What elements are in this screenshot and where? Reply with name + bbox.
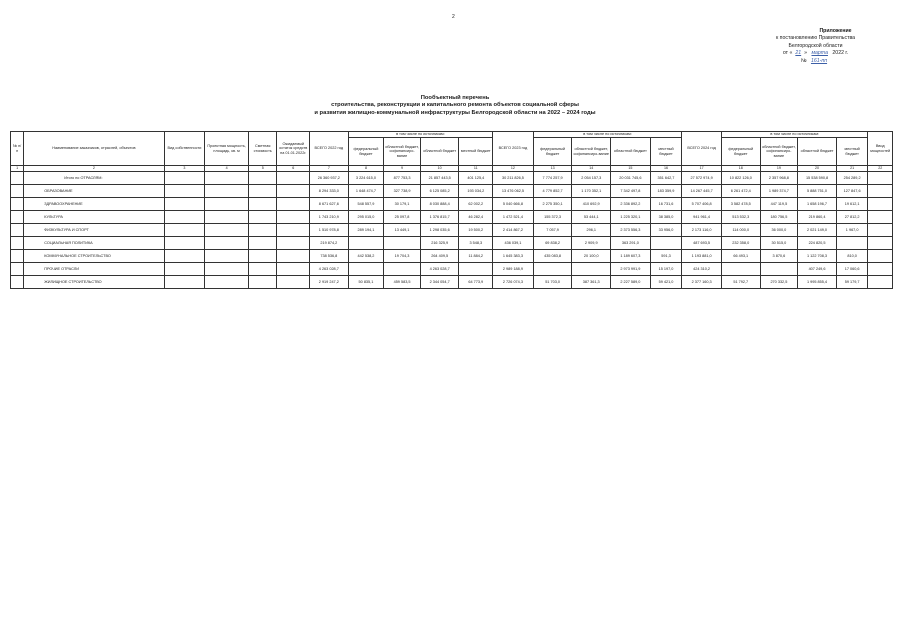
table-cell: 1 170 352,1 [572,185,611,198]
header-regional-cofin-2022: областной бюджет, софинансиро-вание [384,138,421,166]
row-number-cell [11,237,24,250]
table-cell: 1 658 196,7 [798,198,837,211]
column-number: 3 [164,166,205,172]
table-row [11,185,893,198]
table-cell: 2 973 991,9 [611,263,651,276]
table-cell: 30 515,0 [760,237,798,250]
table-cell: 16 731,6 [650,198,682,211]
table-cell: 487 693,5 [682,237,722,250]
header-federal-2023: федеральный бюджет [533,138,572,166]
table-cell [248,237,276,250]
column-number: 21 [836,166,868,172]
table-cell: 2 373 556,3 [611,224,651,237]
table-cell: 442 538,2 [348,250,384,263]
column-number: 20 [798,166,837,172]
table-cell: 2 173 116,0 [682,224,722,237]
table-cell: 224 820,5 [798,237,837,250]
table-cell [277,237,310,250]
header-regional-2023: областной бюджет [611,138,651,166]
table-cell: 5 040 666,8 [493,198,534,211]
appendix-label: Приложение [819,28,852,34]
header-sources-2022: в том числе по источникам: [348,132,492,138]
number-prefix: № [800,57,807,64]
table-cell: 4 779 852,7 [533,185,572,198]
table-cell: 2 021 149,0 [798,224,837,237]
header-total-2024: ВСЕГО 2024 год [682,132,722,166]
column-number: 4 [205,166,249,172]
appendix-date [748,50,883,57]
row-number-cell [11,224,24,237]
table-cell: 1 298 035,6 [420,224,459,237]
header-total-2023: ВСЕГО 2023 год [493,132,534,166]
table-cell: 232 358,0 [721,237,760,250]
table-cell [868,211,893,224]
table-cell: 33 956,0 [650,224,682,237]
table-cell: 1 225 320,1 [611,211,651,224]
table-cell: 8 294 333,0 [310,185,349,198]
header-num: № п/п [11,132,24,166]
column-number: 15 [611,166,651,172]
row-name: ОБРАЗОВАНИЕ [24,185,164,198]
decree-number: 161-пп [810,57,828,64]
table-cell: 2 989 188,9 [493,263,534,276]
table-cell [164,276,205,289]
table-cell: 2 275 350,1 [533,198,572,211]
table-cell [205,172,249,185]
table-cell: 410 692,9 [572,198,611,211]
column-number: 22 [868,166,893,172]
table-cell: 180 756,5 [760,211,798,224]
appendix-region: Белгородской области [788,42,843,49]
header-estimate: Сметная стоимость [248,132,276,166]
row-number-cell [11,263,24,276]
table-cell: 1 648 474,7 [348,185,384,198]
column-number: 9 [384,166,421,172]
table-cell [836,237,868,250]
header-total-2022: ВСЕГО 2022 год [310,132,349,166]
column-number: 18 [721,166,760,172]
table-cell [248,224,276,237]
column-number: 8 [348,166,384,172]
table-cell: 13 476 062,5 [493,185,534,198]
table-cell [248,185,276,198]
header-sources-2023: в том числе по источникам: [533,132,682,138]
table-cell [164,263,205,276]
row-name: ПРОЧИЕ ОТРАСЛИ [24,263,164,276]
table-cell [277,185,310,198]
column-number: 19 [760,166,798,172]
table-cell: 6 261 472,4 [721,185,760,198]
table-cell [248,250,276,263]
header-local-2024: местный бюджет [836,138,868,166]
table-cell [277,250,310,263]
table-cell [205,250,249,263]
table-cell: 1 989 374,7 [760,185,798,198]
table-cell [760,263,798,276]
table-cell [721,263,760,276]
table-cell: 2 227 589,0 [611,276,651,289]
table-cell: 50 835,1 [348,276,384,289]
row-name: СОЦИАЛЬНАЯ ПОЛИТИКА [24,237,164,250]
header-sources-2024: в том числе по источникам: [721,132,867,138]
table-cell: 15 197,0 [650,263,682,276]
table-cell: 21 857 443,5 [420,172,459,185]
column-number: 17 [682,166,722,172]
table-cell: 20 031 745,6 [611,172,651,185]
table-cell: 289 194,1 [348,224,384,237]
table-row [11,276,893,289]
table-cell: 1 193 881,0 [682,250,722,263]
title-line-1: Пообъектный перечень [420,95,490,101]
table-cell [868,250,893,263]
table-cell: 2 909,9 [572,237,611,250]
table-cell: 810,0 [836,250,868,263]
table-cell: 2 336 892,2 [611,198,651,211]
table-cell: 1 376 815,7 [420,211,459,224]
table-cell [868,237,893,250]
table-cell: 3 224 615,0 [348,172,384,185]
header-federal-2022: федеральный бюджет [348,138,384,166]
table-cell: 264 409,5 [420,250,459,263]
table-cell [384,237,421,250]
table-cell: 5 888 751,0 [798,185,837,198]
table-cell [533,263,572,276]
table-cell: 19 500,2 [459,224,493,237]
appendix-block [748,28,883,65]
table-cell [650,237,682,250]
header-capacity: Проектная мощность, площадь, кв. м [205,132,249,166]
table-cell: 13 449,1 [384,224,421,237]
table-cell: 1 645 383,3 [493,250,534,263]
objects-table [10,131,893,289]
table-cell: 127 847,6 [836,185,868,198]
table-cell [164,250,205,263]
table-cell [277,224,310,237]
table-cell [277,198,310,211]
date-month: марта [811,50,828,57]
table-cell: 64 773,9 [459,276,493,289]
row-name: КУЛЬТУРА [24,211,164,224]
table-cell [248,198,276,211]
table-cell [205,224,249,237]
table-cell [205,276,249,289]
table-cell: 7 774 257,9 [533,172,572,185]
column-number: 1 [11,166,24,172]
date-year: 2022 г. [832,50,849,57]
table-cell: 51 703,0 [533,276,572,289]
column-number: 6 [277,166,310,172]
table-cell [277,211,310,224]
table-cell: 3 870,6 [760,250,798,263]
row-number-cell [11,185,24,198]
table-cell: 27 572 974,9 [682,172,722,185]
table-cell [205,237,249,250]
table-cell: 25 097,8 [384,211,421,224]
header-name: Наименование заказчиков, отраслей, объектов [24,132,164,166]
date-mid: » [804,50,808,57]
table-cell: 216 325,9 [420,237,459,250]
column-number: 12 [493,166,534,172]
table-cell [459,263,493,276]
table-body [11,172,893,289]
row-name: Итого по ОТРАСЛЯМ: [24,172,164,185]
column-number: 14 [572,166,611,172]
table-cell: 8 671 627,6 [310,198,349,211]
header-capacity-input: Ввод мощностей [868,132,893,166]
table-cell: 20 100,0 [572,250,611,263]
table-cell: 14 267 445,7 [682,185,722,198]
table-cell: 436 039,1 [493,237,534,250]
table-cell: 4 263 028,7 [310,263,349,276]
table-cell: 7 342 497,8 [611,185,651,198]
column-number: 5 [248,166,276,172]
table-cell: 447 119,5 [760,198,798,211]
table-cell: 10 822 126,0 [721,172,760,185]
header-local-2023: местный бюджет [650,138,682,166]
date-day: 21 [795,50,802,57]
table-cell [868,224,893,237]
column-number: 7 [310,166,349,172]
header-local-2022: местный бюджет [459,138,493,166]
table-cell [164,172,205,185]
table-cell [868,276,893,289]
header-regional-2024: областной бюджет [798,138,837,166]
row-number-cell [11,211,24,224]
table-cell [164,237,205,250]
table-cell: 2 344 054,7 [420,276,459,289]
table-cell: 11 884,2 [459,250,493,263]
table-cell: 1 189 607,3 [611,250,651,263]
table-cell: 296,1 [572,224,611,237]
table-cell [348,263,384,276]
table-row [11,250,893,263]
table-cell [205,198,249,211]
table-cell: 66 493,1 [721,250,760,263]
table-cell: 548 557,9 [348,198,384,211]
header-regional-2022: областной бюджет [420,138,459,166]
table-cell: 1 967,0 [836,224,868,237]
table-cell: 15 538 590,8 [798,172,837,185]
table-cell: 5 707 406,8 [682,198,722,211]
table-cell: 513 532,3 [721,211,760,224]
table-cell: 193 034,2 [459,185,493,198]
table-cell: 1 743 210,9 [310,211,349,224]
table-cell [572,263,611,276]
table-cell: 6 125 085,2 [420,185,459,198]
table-row [11,263,893,276]
title-line-3: и развития жилищно-коммунальной инфраструктуры Белгородской области на 2022 – 2024 годы [314,109,596,116]
row-number-cell [11,276,24,289]
table-cell [277,172,310,185]
table-cell: 51 792,7 [721,276,760,289]
table-cell: 26 360 937,2 [310,172,349,185]
table-cell [248,276,276,289]
table-cell: 219 874,2 [310,237,349,250]
column-number: 16 [650,166,682,172]
table-cell: 2 919 247,2 [310,276,349,289]
appendix-number [748,58,883,65]
table-cell: 877 753,3 [384,172,421,185]
table-cell: 62 002,2 [459,198,493,211]
table-cell [205,185,249,198]
table-cell: 69 838,2 [533,237,572,250]
table-cell: 435 083,8 [533,250,572,263]
header-remainder: Ожидаемый остаток средств на 01.01.2022г. [277,132,310,166]
row-name: ФИЗКУЛЬТУРА И СПОРТ [24,224,164,237]
header-regional-cofin-2023: областной бюджет, софинансиро-вание [572,138,611,166]
table-cell [164,211,205,224]
table-cell: 17 060,6 [836,263,868,276]
table-cell [164,185,205,198]
table-cell: 1 510 978,8 [310,224,349,237]
table-cell: 8 030 888,4 [420,198,459,211]
row-name: ЖИЛИЩНОЕ СТРОИТЕЛЬСТВО [24,276,164,289]
table-cell: 401 125,4 [459,172,493,185]
table-cell: 1 995 855,4 [798,276,837,289]
table-cell: 30 179,1 [384,198,421,211]
table-cell [277,276,310,289]
table-cell: 219 860,4 [798,211,837,224]
table-cell: 7 057,9 [533,224,572,237]
appendix-decree: к постановлению Правительства [775,35,856,42]
table-cell: 19 612,1 [836,198,868,211]
date-prefix: от « [782,50,793,57]
table-cell: 2 054 157,3 [572,172,611,185]
header-federal-2024: федеральный бюджет [721,138,760,166]
table-cell: 36 000,0 [760,224,798,237]
table-cell: 363 291,0 [611,237,651,250]
table-cell [248,172,276,185]
table-cell [868,172,893,185]
table-cell: 1 472 521,4 [493,211,534,224]
table-cell: 387 361,3 [572,276,611,289]
table-row [11,198,893,211]
table-cell: 27 812,2 [836,211,868,224]
table-cell [248,263,276,276]
table-cell [164,198,205,211]
table-cell [164,224,205,237]
table-cell: 407 249,6 [798,263,837,276]
table-cell: 38 385,0 [650,211,682,224]
header-ownership: Вид собственности [164,132,205,166]
table-cell [248,211,276,224]
row-number-cell [11,172,24,185]
table-cell: 3 548,3 [459,237,493,250]
table-cell: 738 536,8 [310,250,349,263]
table-cell: 2 726 074,3 [493,276,534,289]
table-cell: 1 122 708,3 [798,250,837,263]
table-cell [384,263,421,276]
table-cell: 3 582 478,5 [721,198,760,211]
table-cell: 4 263 028,7 [420,263,459,276]
table-cell: 254 289,2 [836,172,868,185]
table-cell: 46 282,4 [459,211,493,224]
table-cell [868,185,893,198]
table-row [11,211,893,224]
table-cell: 424 310,2 [682,263,722,276]
row-name: ЗДРАВООХРАНЕНИЕ [24,198,164,211]
table-cell: 183 359,9 [650,185,682,198]
column-number: 2 [24,166,164,172]
table-cell: 59 179,7 [836,276,868,289]
table-cell: 2 377 160,3 [682,276,722,289]
table-cell [277,263,310,276]
column-number: 13 [533,166,572,172]
table-cell [868,263,893,276]
table-cell [868,198,893,211]
table-cell: 30 211 826,5 [493,172,534,185]
table-row [11,237,893,250]
table-cell: 591,3 [650,250,682,263]
column-number: 10 [420,166,459,172]
table-cell: 155 372,3 [533,211,572,224]
table-cell [348,237,384,250]
table-cell: 19 704,3 [384,250,421,263]
table-cell [205,263,249,276]
table-cell: 351 642,7 [650,172,682,185]
row-name: КОММУНАЛЬНОЕ СТРОИТЕЛЬСТВО [24,250,164,263]
table-cell: 327 738,9 [384,185,421,198]
table-cell: 941 961,4 [682,211,722,224]
table-cell: 59 421,0 [650,276,682,289]
table-cell: 270 332,5 [760,276,798,289]
table-cell [205,211,249,224]
table-cell: 114 000,0 [721,224,760,237]
table-cell: 295 015,0 [348,211,384,224]
title-line-2: строительства, реконструкции и капитального ремонта объектов социальной сферы [331,102,579,109]
document-title [240,95,670,117]
header-regional-cofin-2024: областной бюджет, софинансиро-вание [760,138,798,166]
row-number-cell [11,198,24,211]
page-number: 2 [452,14,455,20]
table-cell: 459 583,5 [384,276,421,289]
column-number: 11 [459,166,493,172]
table-cell: 2 414 867,2 [493,224,534,237]
row-number-cell [11,250,24,263]
table-row [11,172,893,185]
table-cell: 53 444,1 [572,211,611,224]
table-cell: 2 357 968,8 [760,172,798,185]
table-row [11,224,893,237]
